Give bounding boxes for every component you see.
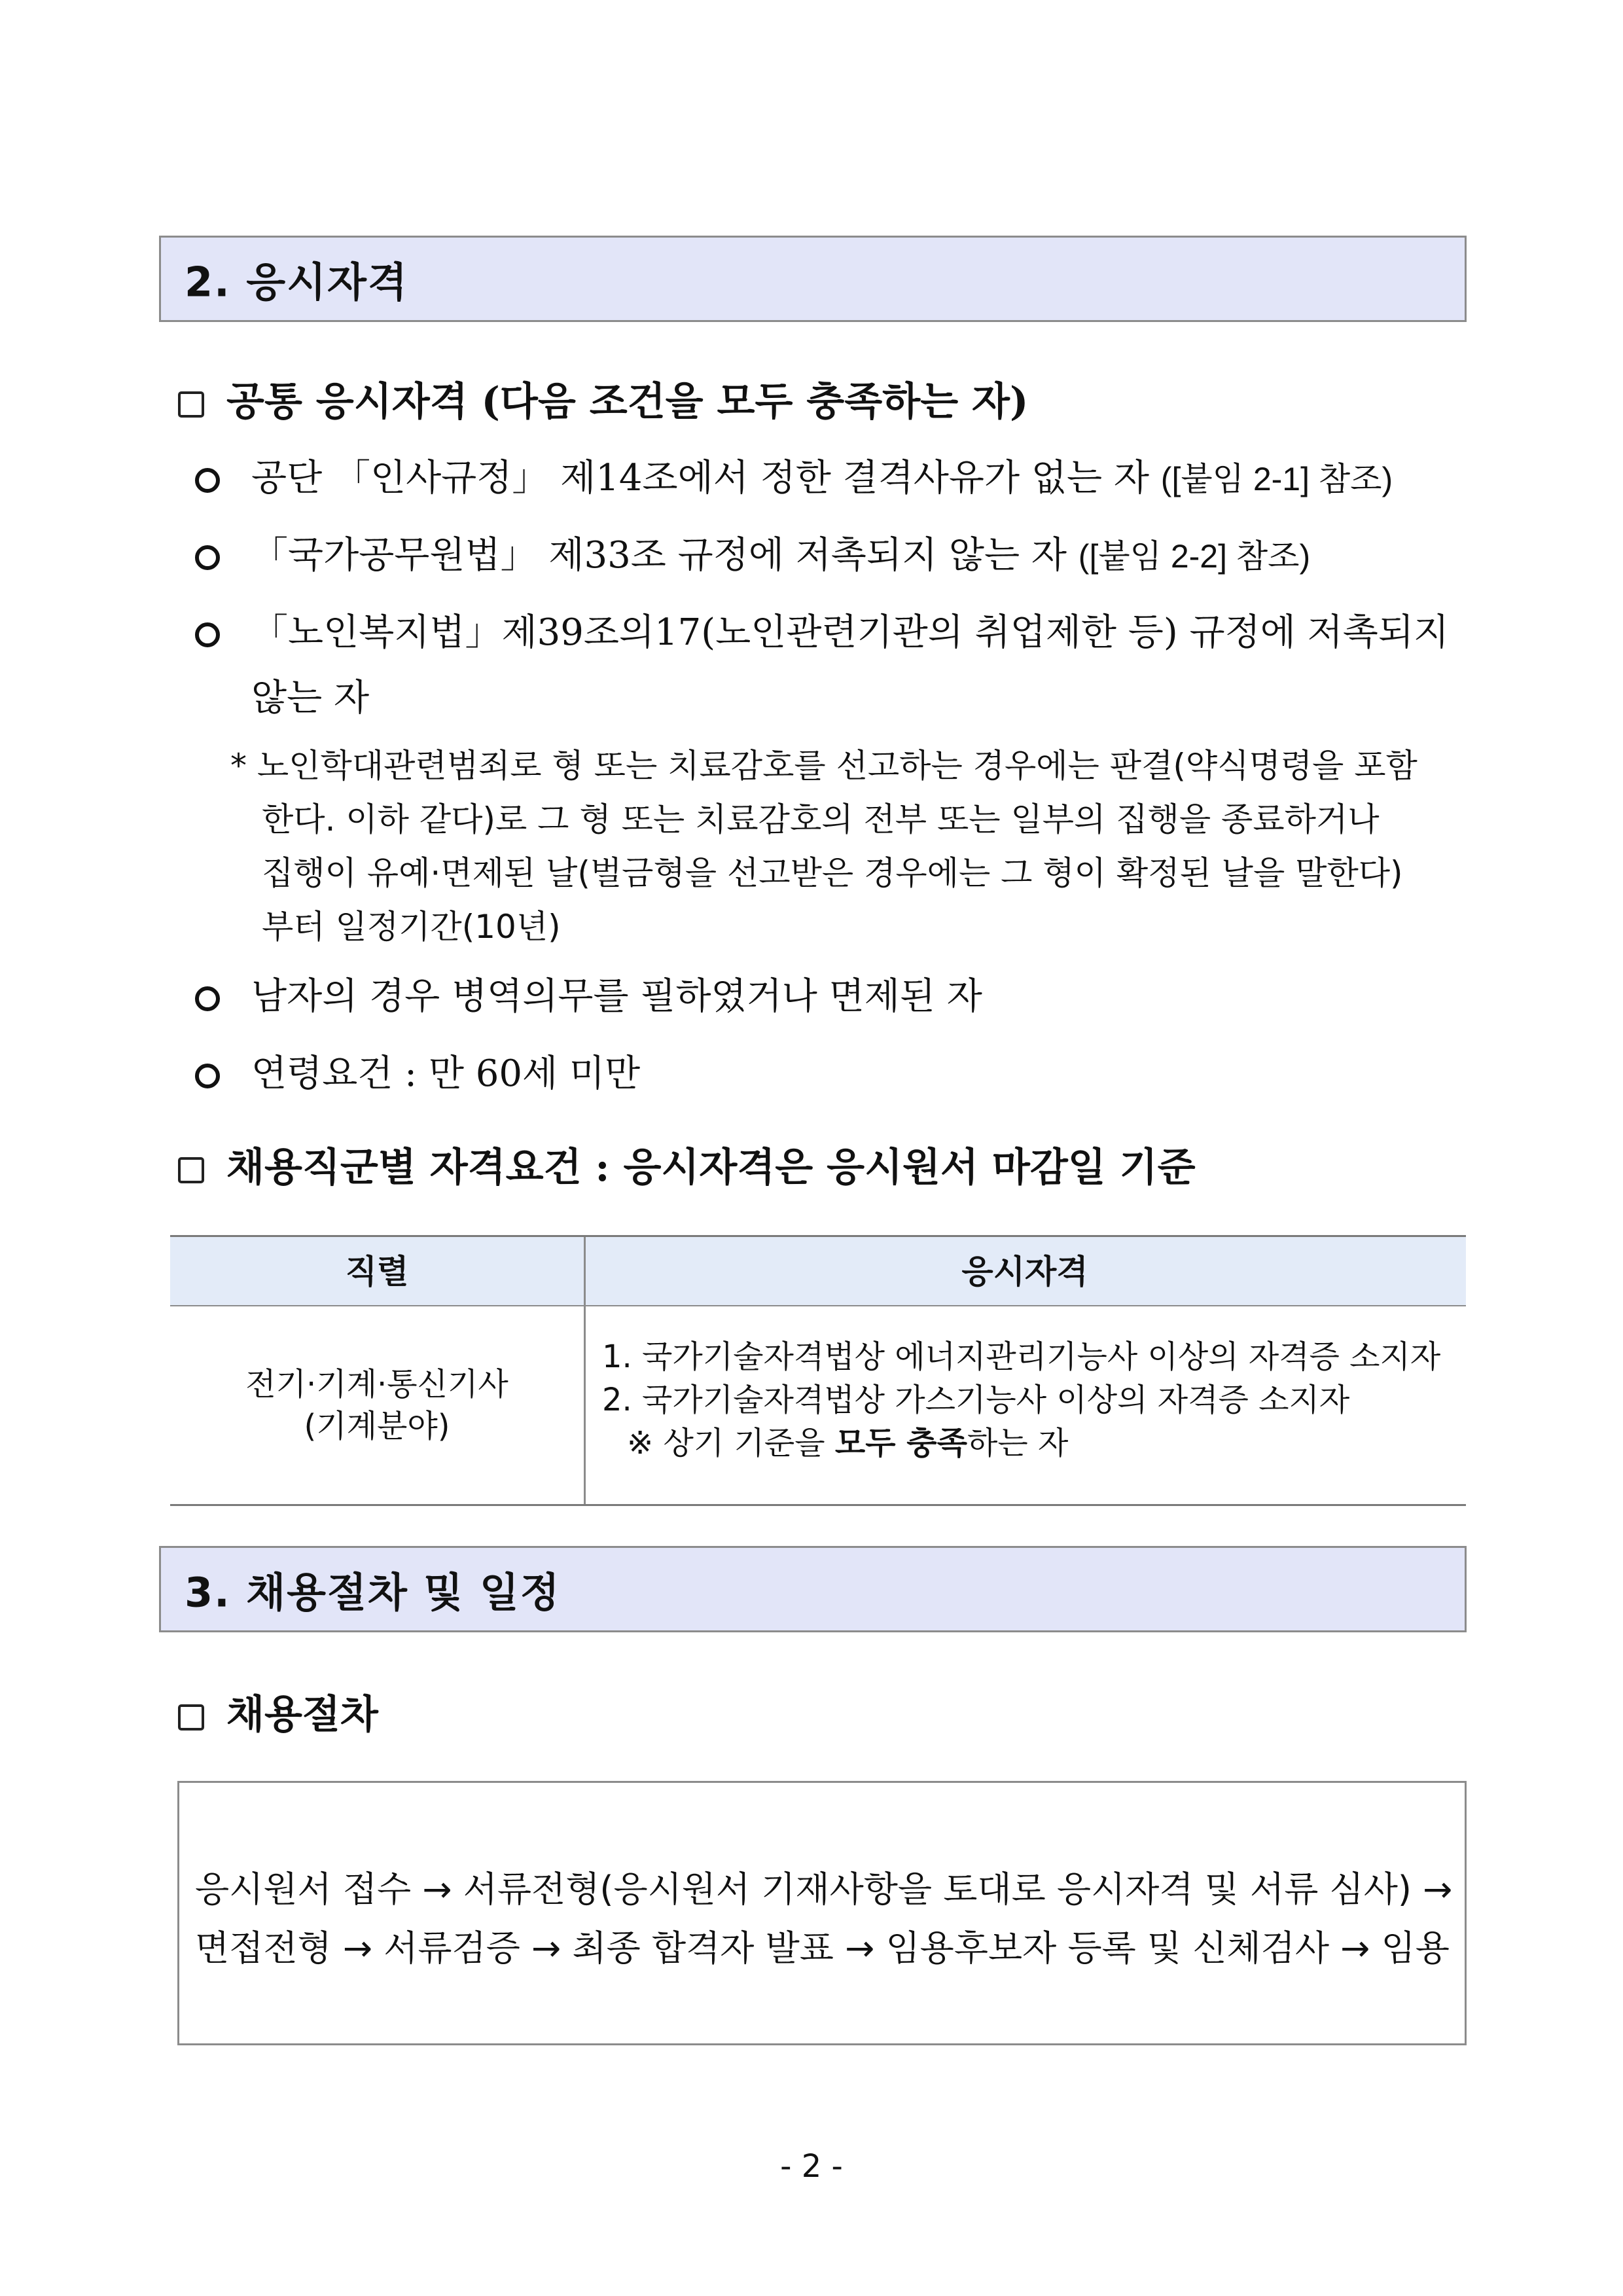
qualification-item-1: 공단 「인사규정」 제14조에서 정한 결격사유가 없는 자 ([붙임 2-1] 참조) (195, 449, 1393, 501)
qualification-item-3-cont: 않는 자 (251, 677, 370, 719)
note-line-3: 집행이 유예·면제된 날(벌금형을 선고받은 경우에는 그 형이 확정된 날을 말한다) (262, 854, 1403, 892)
table-cell-requirements (602, 1335, 1466, 1465)
note-line-4: 부터 일정기간(10년) (262, 908, 561, 946)
requirement-3: ※ 상기 기준을 모두 충족하는 자 (627, 1425, 1069, 1462)
table-header-job: 직렬 (345, 1253, 409, 1291)
qualification-item-3: 「노인복지법」제39조의17(노인관련기관의 취업제한 등) 규정에 저촉되지 (195, 603, 1449, 656)
section-3-title: 3. 채용절차 및 일정 (185, 1568, 561, 1617)
circle-bullet-icon (195, 1064, 220, 1088)
requirement-2: 2. 국가기술자격법상 가스기능사 이상의 자격증 소지자 (602, 1382, 1350, 1418)
circle-bullet-icon (195, 468, 220, 493)
procedure-box (177, 1781, 1467, 2045)
circle-bullet-icon (195, 986, 220, 1011)
table-header-qualification: 응시자격 (961, 1253, 1088, 1291)
requirement-1: 1. 국가기술자격법상 에너지관리기능사 이상의 자격증 소지자 (602, 1338, 1441, 1375)
job-name: 전기·기계·통신기사 (245, 1366, 508, 1403)
circle-bullet-icon (195, 545, 220, 570)
table-cell-job (170, 1306, 584, 1504)
square-bullet-icon (178, 1157, 204, 1183)
section-3-header (159, 1546, 1467, 1632)
procedure-line-2: 면접전형 → 서류검증 → 최종 합격자 발표 → 임용후보자 등록 및 신체검사 → 임용 (195, 1928, 1450, 1969)
circle-bullet-icon (195, 622, 220, 647)
square-bullet-icon (178, 391, 204, 418)
qualification-item-4: 남자의 경우 병역의무를 필하였거나 면제된 자 (195, 967, 982, 1020)
qualification-item-2: 「국가공무원법」 제33조 규정에 저촉되지 않는 자 ([붙임 2-2] 참조) (195, 526, 1310, 579)
job-field: (기계분야) (304, 1408, 450, 1444)
note-line-1: * 노인학대관련범죄로 형 또는 치료감호를 선고하는 경우에는 판결(약식명령을 포함 (230, 747, 1418, 785)
section-2-title: 2. 응시자격 (185, 258, 408, 306)
job-qualification-heading: 채용직군별 자격요건 : 응시자격은 응시원서 마감일 기준 (178, 1136, 1196, 1193)
page-number: - 2 - (780, 2148, 843, 2185)
procedure-heading: 채용절차 (178, 1683, 378, 1740)
qualification-table (170, 1235, 1466, 1506)
note-line-2: 한다. 이하 같다)로 그 형 또는 치료감호의 전부 또는 일부의 집행을 종료하거나 (262, 800, 1380, 838)
common-qualification-heading: 공통 응시자격 (다음 조건을 모두 충족하는 자) (178, 370, 1028, 427)
section-2-header (159, 236, 1467, 322)
qualification-item-5: 연령요건 : 만 60세 미만 (195, 1045, 640, 1097)
procedure-line-1: 응시원서 접수 → 서류전형(응시원서 기재사항을 토대로 응시자격 및 서류 심사) → (195, 1869, 1453, 1910)
square-bullet-icon (178, 1704, 204, 1731)
